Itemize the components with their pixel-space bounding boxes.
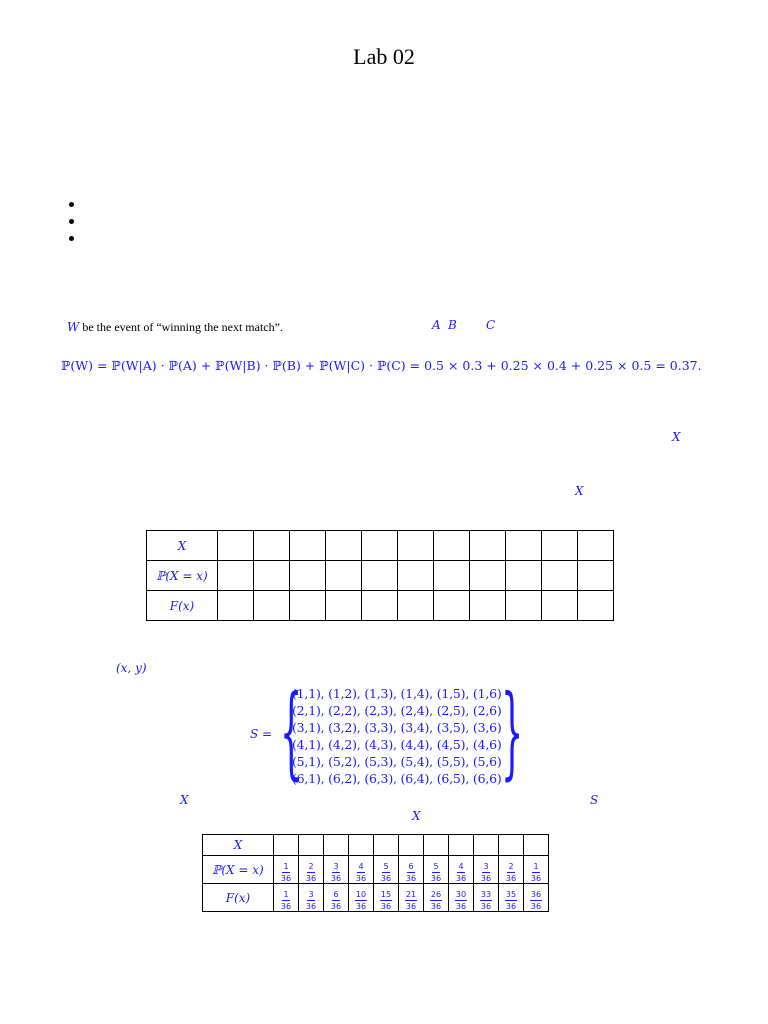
fraction: [381, 862, 391, 883]
table-cell: [499, 835, 524, 856]
fraction-numerator: 2: [308, 862, 314, 871]
distribution-table-filled: [202, 834, 549, 912]
pmf-cell: [399, 856, 424, 884]
fraction-denominator: 36: [355, 874, 367, 883]
table-cell: [578, 561, 614, 591]
table-cell: [349, 835, 374, 856]
pmf-cell: [449, 856, 474, 884]
bullet-3: [69, 236, 74, 241]
table-cell: [326, 591, 362, 621]
table-cell: [218, 591, 254, 621]
pmf-cell: [499, 856, 524, 884]
cdf-cell: [374, 884, 399, 912]
table-cell: [506, 591, 542, 621]
table-cell: [254, 531, 290, 561]
table-cell: [362, 591, 398, 621]
random-variable-label-3: X: [180, 793, 189, 807]
fraction: [530, 890, 542, 911]
sample-space-row: (1,1), (1,2), (1,3), (1,4), (1,5), (1,6): [292, 686, 502, 701]
table-cell: [374, 835, 399, 856]
sample-space-row: (3,1), (3,2), (3,3), (3,4), (3,5), (3,6): [292, 720, 502, 735]
row-label-x: X: [203, 835, 274, 856]
sample-space-symbol: S: [590, 793, 599, 807]
fraction: [430, 890, 442, 911]
fraction-numerator: 15: [380, 890, 392, 899]
fraction-denominator: 36: [455, 874, 467, 883]
table-cell: [299, 835, 324, 856]
fraction-numerator: 3: [308, 890, 314, 899]
cdf-cell: [424, 884, 449, 912]
fraction: [405, 890, 417, 911]
fraction-numerator: 5: [433, 862, 439, 871]
table-cell: [326, 561, 362, 591]
total-probability-equation: ℙ(W) = ℙ(W|A) · ℙ(A) + ℙ(W|B) · ℙ(B) + ℙ(W|C) · ℙ(C) = 0.5 × 0.3 + 0.25 × 0.4 + 0.25 × 0.5 = 0.37.: [61, 358, 702, 373]
table-row: [203, 835, 549, 856]
pmf-cell: [324, 856, 349, 884]
fraction: [506, 862, 516, 883]
fraction-numerator: 2: [508, 862, 514, 871]
table-cell: [218, 531, 254, 561]
fraction: [281, 862, 291, 883]
pmf-cell: [349, 856, 374, 884]
row-label-cdf: F(x): [203, 884, 274, 912]
pmf-cell: [424, 856, 449, 884]
fraction: [480, 890, 492, 911]
cdf-cell: [324, 884, 349, 912]
condition-a: A: [432, 318, 441, 332]
fraction: [331, 862, 341, 883]
fraction-numerator: 3: [483, 862, 489, 871]
fraction-denominator: 36: [480, 874, 492, 883]
table-cell: [434, 531, 470, 561]
table-cell: [362, 561, 398, 591]
table-cell: [578, 591, 614, 621]
fraction-numerator: 6: [408, 862, 414, 871]
sample-space-row: (2,1), (2,2), (2,3), (2,4), (2,5), (2,6): [292, 703, 502, 718]
table-cell: [424, 835, 449, 856]
table-row: [147, 531, 614, 561]
fraction-denominator: 36: [380, 902, 392, 911]
bullet-1: [69, 202, 74, 207]
event-sentence: [67, 318, 283, 336]
fraction-numerator: 6: [333, 890, 339, 899]
fraction-denominator: 36: [305, 874, 317, 883]
fraction: [531, 862, 541, 883]
random-variable-label-2: X: [575, 484, 584, 498]
fraction: [455, 890, 467, 911]
fraction-denominator: 36: [305, 902, 317, 911]
fraction-numerator: 10: [355, 890, 367, 899]
fraction: [306, 890, 316, 911]
table-cell: [254, 591, 290, 621]
fraction-numerator: 4: [458, 862, 464, 871]
fraction-denominator: 36: [280, 874, 292, 883]
fraction: [380, 890, 392, 911]
table-row: [147, 561, 614, 591]
table-cell: [542, 531, 578, 561]
fraction-numerator: 4: [358, 862, 364, 871]
fraction-numerator: 1: [283, 890, 289, 899]
fraction-numerator: 30: [455, 890, 467, 899]
table-cell: [398, 591, 434, 621]
fraction-denominator: 36: [505, 874, 517, 883]
row-label-pmf: ℙ(X = x): [203, 856, 274, 884]
fraction-numerator: 3: [333, 862, 339, 871]
right-brace-icon: }: [501, 673, 524, 790]
fraction: [456, 862, 466, 883]
cdf-cell: [399, 884, 424, 912]
table-cell: [254, 561, 290, 591]
table-cell: [398, 531, 434, 561]
row-label-pmf: ℙ(X = x): [147, 561, 218, 591]
fraction-denominator: 36: [330, 902, 342, 911]
cdf-cell: [274, 884, 299, 912]
fraction-numerator: 33: [480, 890, 492, 899]
random-variable-label-4: X: [412, 809, 421, 823]
fraction: [306, 862, 316, 883]
table-cell: [506, 561, 542, 591]
table-cell: [398, 561, 434, 591]
fraction-denominator: 36: [405, 874, 417, 883]
table-cell: [326, 531, 362, 561]
fraction-denominator: 36: [380, 874, 392, 883]
fraction-denominator: 36: [455, 902, 467, 911]
sample-space-label: S =: [250, 727, 273, 741]
cdf-cell: [499, 884, 524, 912]
fraction-numerator: 5: [383, 862, 389, 871]
table-cell: [506, 531, 542, 561]
table-cell: [449, 835, 474, 856]
table-cell: [399, 835, 424, 856]
table-cell: [274, 835, 299, 856]
fraction: [431, 862, 441, 883]
pmf-cell: [524, 856, 549, 884]
fraction: [356, 862, 366, 883]
fraction-numerator: 36: [530, 890, 542, 899]
event-symbol: W: [67, 320, 80, 334]
fraction-numerator: 1: [283, 862, 289, 871]
table-cell: [470, 531, 506, 561]
fraction: [481, 862, 491, 883]
cdf-cell: [299, 884, 324, 912]
table-cell: [290, 591, 326, 621]
random-variable-label-1: X: [672, 430, 681, 444]
table-cell: [470, 591, 506, 621]
table-cell: [362, 531, 398, 561]
fraction: [281, 890, 291, 911]
event-text: be the event of “winning the next match”.: [79, 320, 283, 334]
fraction: [355, 890, 367, 911]
table-row: [147, 591, 614, 621]
sample-space-row: (5,1), (5,2), (5,3), (5,4), (5,5), (5,6): [292, 754, 502, 769]
pair-label: (x, y): [116, 661, 147, 675]
fraction-denominator: 36: [280, 902, 292, 911]
fraction-denominator: 36: [480, 902, 492, 911]
row-label-cdf: F(x): [147, 591, 218, 621]
fraction-numerator: 35: [505, 890, 517, 899]
pmf-cell: [374, 856, 399, 884]
table-cell: [290, 531, 326, 561]
table-row: [203, 884, 549, 912]
cdf-cell: [449, 884, 474, 912]
pmf-cell: [299, 856, 324, 884]
fraction-denominator: 36: [405, 902, 417, 911]
fraction-denominator: 36: [430, 874, 442, 883]
condition-b: B: [448, 318, 457, 332]
fraction: [331, 890, 341, 911]
fraction-denominator: 36: [330, 874, 342, 883]
table-cell: [542, 591, 578, 621]
sample-space-row: (6,1), (6,2), (6,3), (6,4), (6,5), (6,6): [292, 771, 502, 786]
table-cell: [434, 591, 470, 621]
table-cell: [524, 835, 549, 856]
row-label-x: X: [147, 531, 218, 561]
pmf-cell: [474, 856, 499, 884]
cdf-cell: [474, 884, 499, 912]
fraction-denominator: 36: [505, 902, 517, 911]
fraction-numerator: 1: [533, 862, 539, 871]
fraction: [505, 890, 517, 911]
left-brace-icon: {: [280, 673, 303, 790]
table-row: [203, 856, 549, 884]
fraction-denominator: 36: [530, 902, 542, 911]
page-title: Lab 02: [353, 44, 415, 69]
fraction-numerator: 26: [430, 890, 442, 899]
table-cell: [542, 561, 578, 591]
table-cell: [470, 561, 506, 591]
pmf-cell: [274, 856, 299, 884]
table-cell: [218, 561, 254, 591]
fraction-denominator: 36: [530, 874, 542, 883]
table-cell: [290, 561, 326, 591]
sample-space-row: (4,1), (4,2), (4,3), (4,4), (4,5), (4,6): [292, 737, 502, 752]
fraction-numerator: 21: [405, 890, 417, 899]
table-cell: [324, 835, 349, 856]
condition-c: C: [486, 318, 496, 332]
table-cell: [474, 835, 499, 856]
cdf-cell: [349, 884, 374, 912]
distribution-table-blank: [146, 530, 614, 621]
bullet-2: [69, 219, 74, 224]
table-cell: [578, 531, 614, 561]
table-cell: [434, 561, 470, 591]
fraction-denominator: 36: [430, 902, 442, 911]
fraction: [406, 862, 416, 883]
fraction-denominator: 36: [355, 902, 367, 911]
cdf-cell: [524, 884, 549, 912]
